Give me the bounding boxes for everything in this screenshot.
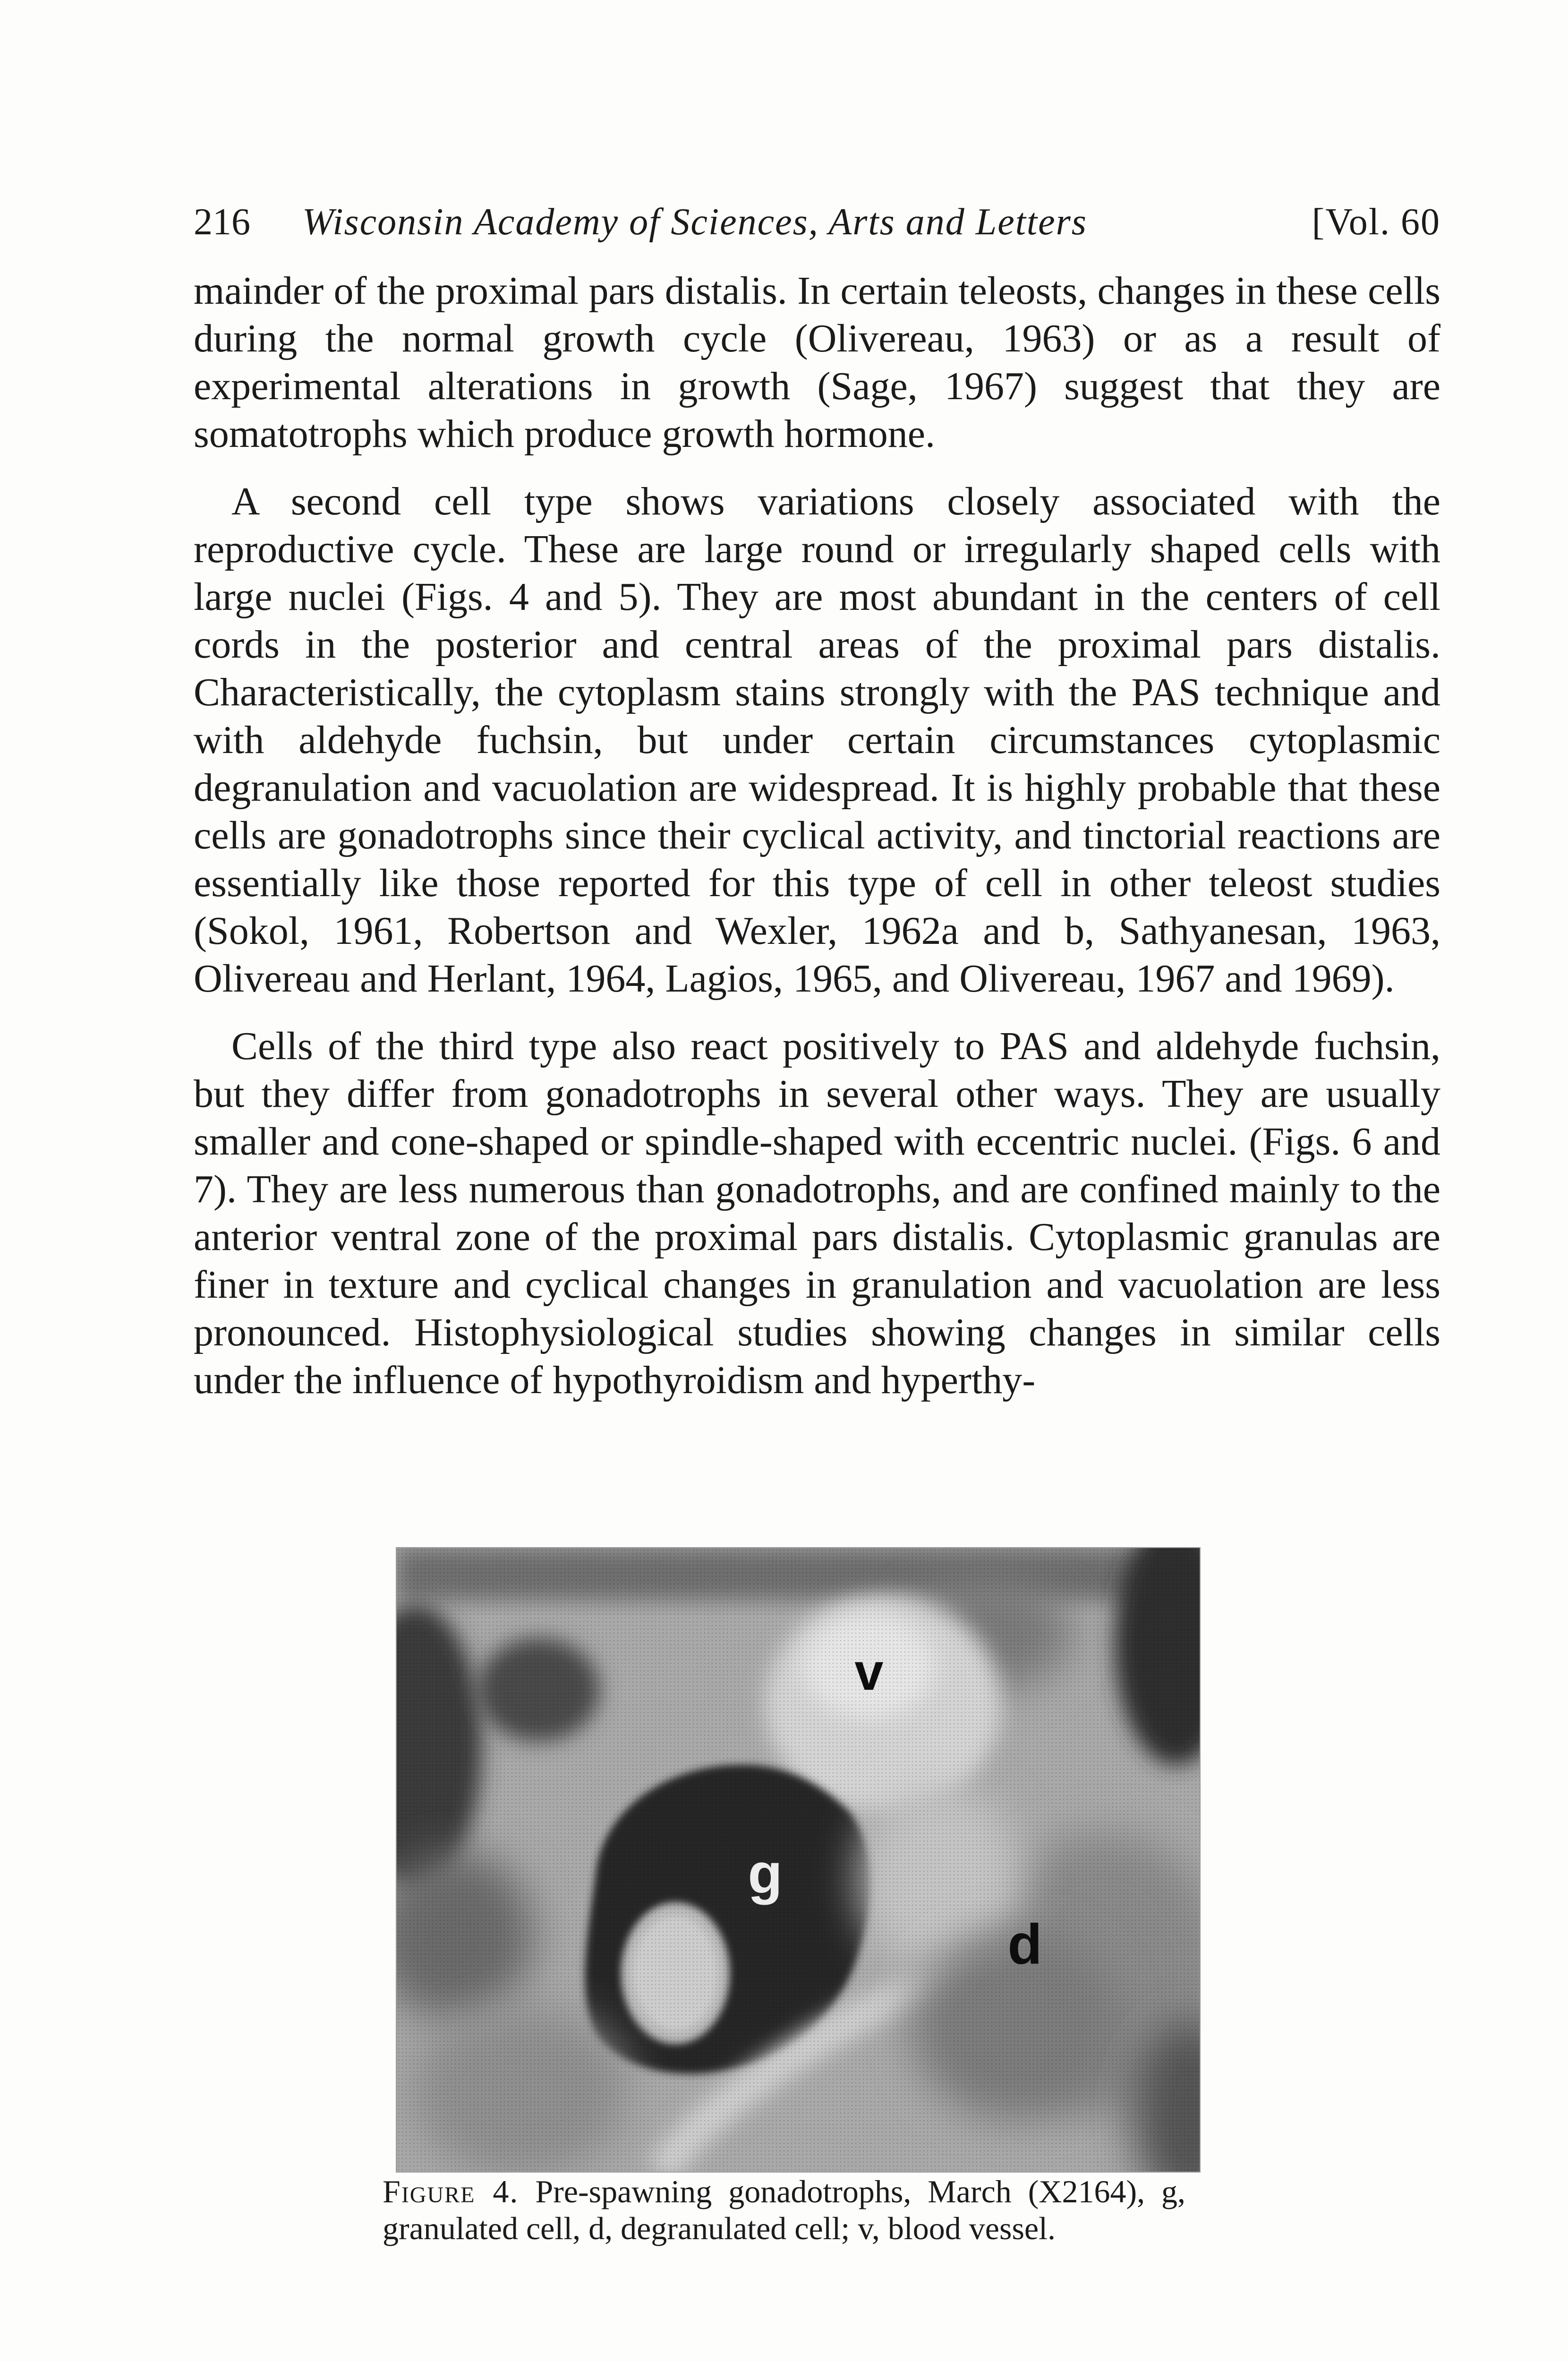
journal-title: Wisconsin Academy of Sciences, Arts and Letters [302,201,1087,243]
running-header [194,189,1440,255]
paragraph-third-cell-type: Cells of the third type also react positively to PAS and aldehyde fuchsin, but they differ from gonadotrophs in several other ways. They are usually smaller and cone-shaped or spindle-shaped with eccentric nuclei. (Figs. 6 and 7). They are less numerous than gonadotrophs, and are confined mainly to the anterior ventral zone of the proximal pars distalis. Cytoplasmic granulas are finer in texture and cyclical changes in granulation and vacuolation are less pronounced. Histophysiological studies showing changes in similar cells under the influence of hypothyroidism and hyperthy- [194,1024,1440,1402]
paragraph-continued: mainder of the proximal pars distalis. In certain teleosts, changes in these cells during the normal growth cycle (Olivereau, 1963) or as a result of experimental alterations in growth (Sage, 1967) suggest that they are somatotrophs which produce growth hormone. [194,269,1440,456]
caption-text: Pre-spawning gonadotrophs, March (X2164), g, granulated cell, d, degranulated cell; v, blood vessel. [383,2174,1186,2246]
page-number: 216 [194,201,250,243]
label-d: d [1007,1913,1042,1976]
figure-caption [383,2173,1185,2247]
volume-label: [Vol. 60 [1312,201,1440,243]
body-text [194,267,1440,1424]
paragraph-gonadotrophs: A second cell type shows variations closely associated with the reproductive cycle. These are large round or irregularly shaped cells with large nuclei (Figs. 4 and 5). They are most abundant in the centers of cell cords in the posterior and central areas of the proximal pars distalis. Characteristically, the cytoplasm stains strongly with the PAS technique and with aldehyde fuchsin, but under certain circumstances cytoplasmic degranulation and vacuolation are widespread. It is highly probable that these cells are gonadotrophs since their cyclical activity, and tinctorial reactions are essentially like those reported for this type of cell in other teleost studies (Sokol, 1961, Robertson and Wexler, 1962a and b, Sathyanesan, 1963, Olivereau and Herlant, 1964, Lagios, 1965, and Olivereau, 1967 and 1969). [194,479,1440,1001]
micrograph-image [397,1548,1200,2172]
label-g: g [748,1842,783,1905]
caption-label: Figure 4. [383,2174,519,2209]
figure-4-micrograph [396,1547,1201,2173]
label-v: v [854,1643,884,1701]
